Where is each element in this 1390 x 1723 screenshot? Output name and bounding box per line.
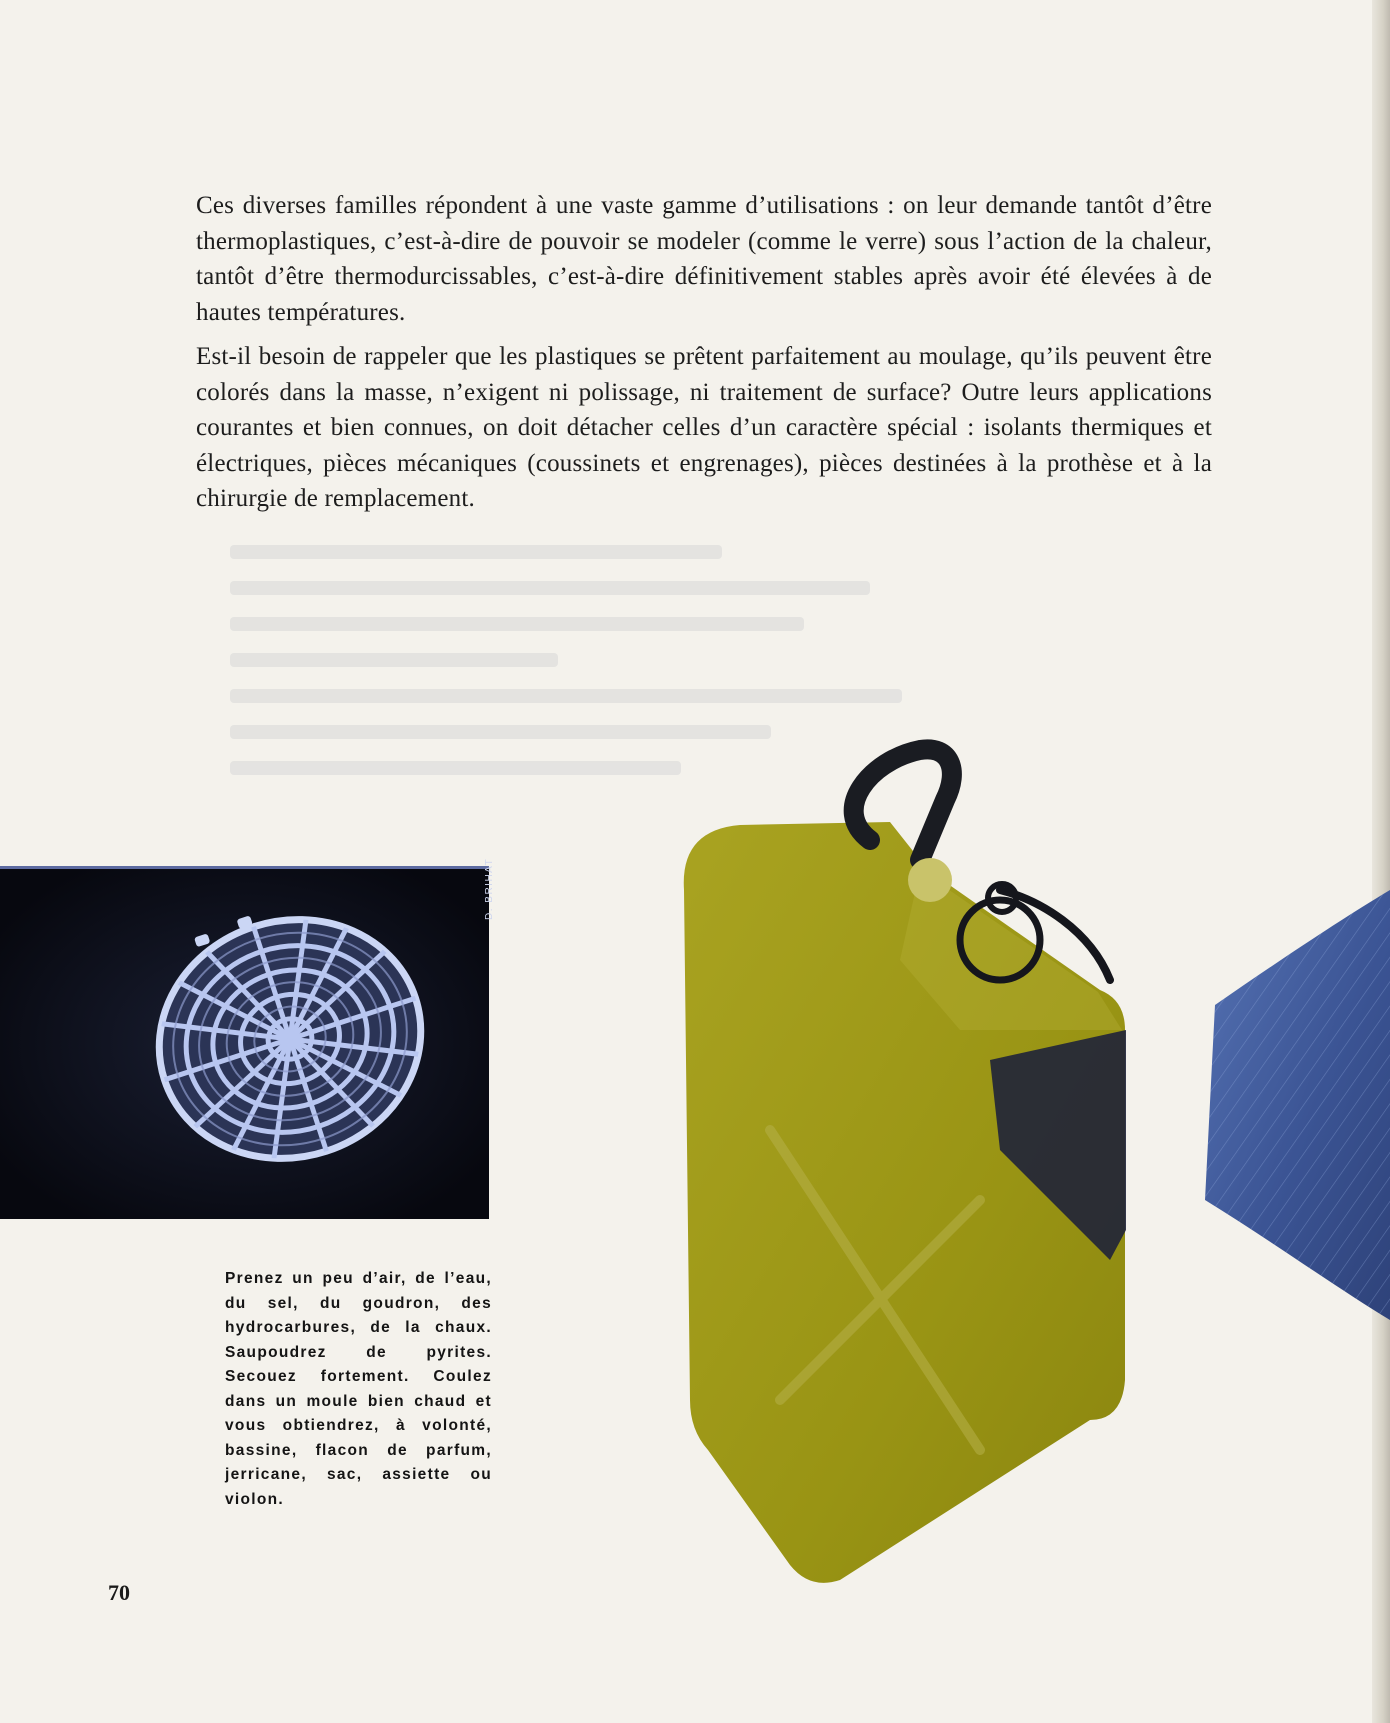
body-text	[196, 188, 1212, 526]
jerrycan-photo	[660, 730, 1390, 1590]
paragraph-2: Est-il besoin de rappeler que les plastiques se prêtent parfaitement au moulage, qu’ils peuvent être colorés dans la masse, n’exigent ni polissage, ni traitement de surface? Outre leurs applications courantes et bien connues, on doit détacher celles d’un caractère spécial : isolants thermiques et électriques, pièces mécaniques (coussinets et engrenages), pièces destinées à la prothèse et à la chirurgie de remplacement.	[196, 343, 1212, 512]
basket-photo	[0, 866, 489, 1219]
photo-credit: D. BRIHAT	[484, 857, 495, 920]
page-number: 70	[108, 1580, 130, 1605]
caption: Prenez un peu d’air, de l’eau, du sel, du goudron, des hydrocarbures, de la chaux. Saupoudrez de pyrites. Secouez fortement. Coulez dans un moule bien chaud et vous obtiendrez, à volonté, bassine, flacon de parfum, jerricane, sac, assiette ou violon.	[225, 1270, 492, 1508]
basket-illustration	[0, 869, 489, 1219]
paragraph-1: Ces diverses familles répondent à une vaste gamme d’utilisations : on leur demande tantôt d’être thermoplastiques, c’est-à-dire de pouvoir se modeler (comme le verre) sous l’action de la chaleur, tantôt d’être thermodurcissables, c’est-à-dire définitivement stables après avoir été élevées à de hautes températures.	[196, 192, 1212, 326]
jerrycan-illustration	[660, 730, 1390, 1590]
